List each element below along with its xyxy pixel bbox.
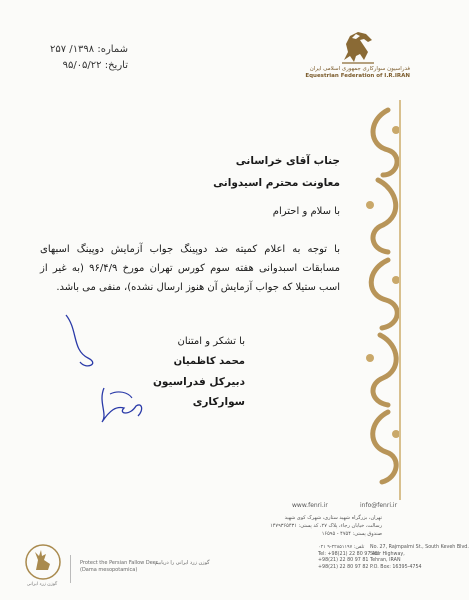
tel-line: +98(21) 22 80 97 82 (318, 564, 369, 570)
footer-address-fa (270, 514, 382, 538)
address-fa-line: صندوق پستی: ۴۷۵۴ - ۱۶۵۹۵ (321, 531, 382, 537)
address-en-line: P.O. Box: 16395-4754 (370, 564, 422, 570)
tel-line: تلفن: ۲۲۸۵۱۱۹۷-۹ ۰۲۱ (318, 545, 365, 550)
closing-block (100, 332, 245, 412)
federation-logo (300, 30, 410, 79)
tel-line: Tel: +98(21) 22 80 97 45 (318, 551, 379, 557)
address-fa-line: تهران، بزرگراه شهید ستاری، شهرک کوی شهید (284, 515, 382, 521)
recipient-block (40, 150, 340, 194)
org-name-en: Equestrian Federation of I.R.IRAN (305, 73, 410, 79)
footer-protect-text (80, 560, 158, 574)
org-name-fa: فدراسیون سوارکاری جمهوری اسلامی ایران (309, 66, 410, 72)
protect-line: Protect the Persian Fallow Deer (80, 560, 158, 566)
address-fa-line: رسالت، خیابان رجاء، پلاک ۲۷، کد پستی: ۱۴۷۹۳۶۵۴۳۱ (270, 523, 382, 529)
address-en-line: Tehran, IRAN (370, 558, 401, 563)
footer-email: info@fenri.ir (360, 502, 398, 509)
horse-logo-icon (338, 30, 378, 64)
ornament-border-icon (358, 100, 408, 500)
footer-telephone (318, 545, 379, 571)
footer-address-en (370, 545, 469, 571)
signer-name: محمد کاظمیان (173, 356, 245, 367)
protect-line: (Dama mesopotamica) (80, 567, 138, 573)
deer-emblem-icon (24, 542, 62, 582)
footer-website: www.fenri.ir (292, 502, 328, 509)
signer-title: دبیرکل فدراسیون سوارکاری (152, 376, 245, 408)
letter-number: شماره: ۱۳۹۸/ ۲۵۷ (50, 44, 128, 55)
reference-block (38, 42, 128, 74)
greeting: با سلام و احترام (272, 206, 340, 217)
letter-body: با توجه به اعلام کمیته ضد دوپینگ جواب آزمایش دوپینگ اسبهای مسابقات اسبدوانی هفته سوم کورس تهران مورخ ۹۶/۴/۹ (به غیر از اسب ستیلا که جواب آزمایش آن هنوز ارسال نشده)، منفی می باشد. (40, 244, 340, 293)
letter-date: تاریخ: ۹۵/۰۵/۲۲ (62, 60, 128, 71)
address-en-line: Sadr Highway, (370, 551, 405, 557)
recipient-title: معاونت محترم اسیدوانی (213, 177, 340, 189)
tel-line: +98(21) 22 80 97 81 (318, 558, 369, 563)
closing-text: با تشکر و امتنان (177, 336, 245, 347)
recipient-name: جناب آقای خراسانی (235, 155, 340, 167)
footer-protect-fa: گوزن زرد ایرانی را دریابیم (155, 560, 210, 566)
address-en-line: No. 27, Rajmpalmi St., South Keveh Blvd. (370, 545, 469, 550)
footer-divider (70, 555, 71, 583)
deer-caption: گوزن زرد ایرانی (26, 582, 58, 587)
